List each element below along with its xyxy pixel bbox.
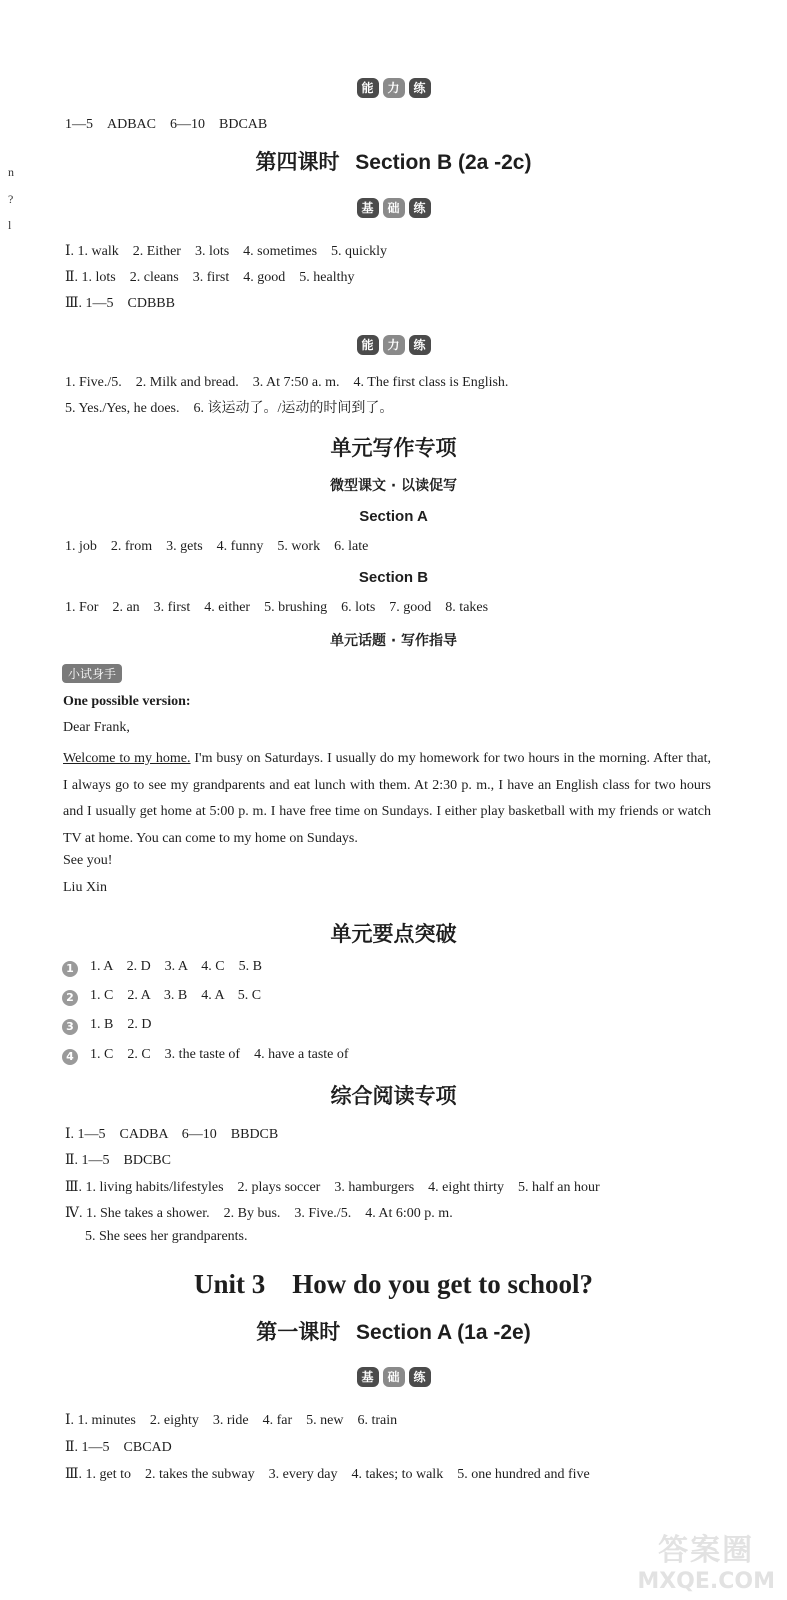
circled-number: 4 [62,1049,78,1065]
unit-title: Unit 3 How do you get to school? [193,1269,593,1299]
answer-line: Ⅱ. 1. lots 2. cleans 3. first 4. good 5. healthy [65,270,355,285]
badge-char: 练 [409,78,431,98]
circled-number: 1 [62,961,78,977]
lesson-title-en: Section A (1a -2e) [356,1321,531,1344]
subsection-title: 单元话题 · 写作指导 [329,633,458,649]
badge-char: 基 [357,198,379,218]
watermark-en: MXQE.COM [637,1569,775,1594]
badge-char: 基 [357,1367,379,1387]
essay-text: I'm busy on Saturdays. I usually do my homework for two hours in the morning. After that, I always go to see my grandparents and eat lunch with them. At 2:30 p. m., I have an English class for two hours and I usually get home at 5:00 p. m. I have free time on Sundays. I either play basketball with my friends or watch TV at home. You can come to my home on Sundays. [63,751,712,846]
badge-char: 力 [383,335,405,355]
margin-mark: l [8,218,12,232]
badge-char: 能 [357,78,379,98]
ability-practice-badge [357,78,431,98]
keypoint-row [62,1043,349,1065]
watermark-logo [637,1525,775,1594]
lesson-title-cn: 第一课时 [256,1320,341,1344]
answer-line: Ⅱ. 1—5 BDCBC [65,1153,171,1168]
essay-greeting: Dear Frank, [63,720,130,735]
answer-line: 1—5 ADBAC 6—10 BDCAB [65,117,268,132]
answer-line: Ⅰ. 1. walk 2. Either 3. lots 4. sometimes 5. quickly [65,244,388,259]
answer-line: Ⅱ. 1—5 CBCAD [65,1440,172,1455]
basic-practice-badge [357,198,431,218]
subsection-title: 微型课文 · 以读促写 [329,478,458,494]
essay-sign: Liu Xin [63,880,107,895]
keypoint-row [62,984,261,1006]
subsection-title: Section B [358,569,429,586]
lesson-title [0,1316,787,1346]
answer-line: Ⅲ. 1. living habits/lifestyles 2. plays soccer 3. hamburgers 4. eight thirty 5. half an hour [65,1180,600,1195]
answer-line: Ⅲ. 1. get to 2. takes the subway 3. every day 4. takes; to walk 5. one hundred and five [65,1467,590,1482]
answer-line: 5. She sees her grandparents. [85,1229,248,1244]
keypoint-row [62,1013,151,1035]
essay-body [63,746,711,852]
watermark-cn: 答案圈 [658,1533,755,1568]
section-title: 单元要点突破 [330,922,457,946]
keypoint-answers: 1. A 2. D 3. A 4. C 5. B [90,959,262,974]
answer-line: 1. job 2. from 3. gets 4. funny 5. work 6. late [65,539,369,554]
badge-char: 练 [409,198,431,218]
keypoint-answers: 1. C 2. A 3. B 4. A 5. C [90,988,262,1003]
keypoint-answers: 1. C 2. C 3. the taste of 4. have a taste of [90,1047,349,1062]
essay-first-sentence: Welcome to my home. [63,751,191,766]
essay-close: See you! [63,853,113,868]
circled-number: 2 [62,990,78,1006]
badge-char: 础 [383,1367,405,1387]
badge-char: 础 [383,198,405,218]
lesson-title-cn: 第四课时 [255,150,340,174]
section-title: 综合阅读专项 [330,1084,457,1108]
circled-number: 3 [62,1019,78,1035]
badge-char: 练 [409,335,431,355]
margin-mark: n [8,165,14,179]
basic-practice-badge [357,1367,431,1387]
answer-line: Ⅲ. 1—5 CDBBB [65,296,175,311]
keypoint-row [62,955,262,977]
answer-line: Ⅰ. 1. minutes 2. eighty 3. ride 4. far 5. new 6. train [65,1413,398,1428]
answer-line: 1. Five./5. 2. Milk and bread. 3. At 7:50 a. m. 4. The first class is English. [65,375,509,390]
badge-char: 力 [383,78,405,98]
subsection-title: Section A [359,508,428,525]
badge-char: 能 [357,335,379,355]
lesson-title [0,146,787,176]
margin-mark: ? [8,192,14,206]
answer-line: Ⅰ. 1—5 CADBA 6—10 BBDCB [65,1127,279,1142]
essay-label: One possible version: [63,694,191,709]
answer-line: 5. Yes./Yes, he does. 6. 该运动了。/运动的时间到了。 [65,401,394,416]
try-tag: 小试身手 [62,664,122,683]
keypoint-answers: 1. B 2. D [90,1017,152,1032]
badge-char: 练 [409,1367,431,1387]
ability-practice-badge [357,335,431,355]
lesson-title-en: Section B (2a -2c) [355,151,532,174]
answer-line: 1. For 2. an 3. first 4. either 5. brushing 6. lots 7. good 8. takes [65,600,489,615]
section-title: 单元写作专项 [330,436,457,460]
answer-line: Ⅳ. 1. She takes a shower. 2. By bus. 3. Five./5. 4. At 6:00 p. m. [65,1206,453,1221]
